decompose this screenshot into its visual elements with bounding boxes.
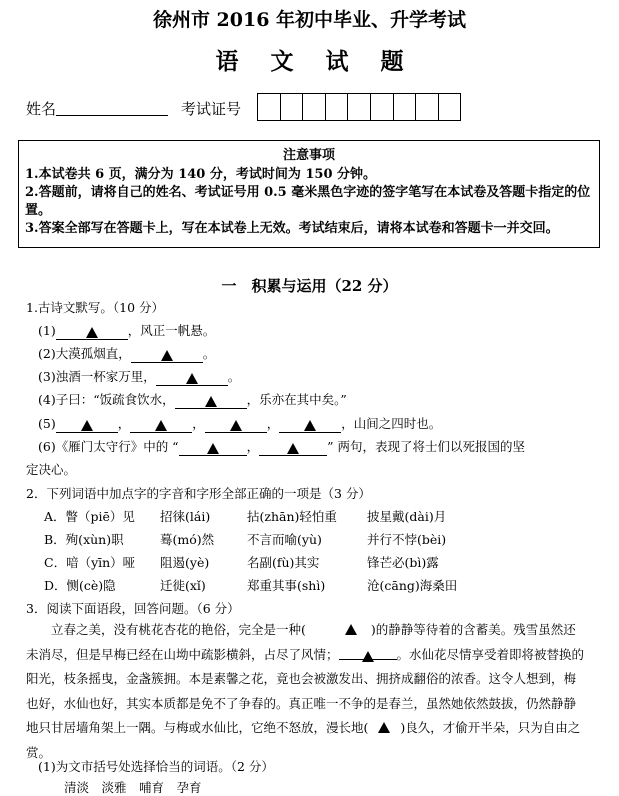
- triangle-icon: [287, 443, 299, 454]
- exam-id-label: 考试证号: [181, 100, 242, 118]
- q3-passage: [26, 618, 586, 765]
- paren-blank: [368, 716, 400, 741]
- answer-blank: [205, 418, 267, 433]
- answer-blank: [339, 645, 397, 660]
- exam-id-box: [302, 93, 326, 121]
- notice-item: 2.答题前，请将自己的姓名、考试证号用 0.5 毫米黑色字迹的签字笔写在本试卷及答题卡指定的位置。: [25, 185, 591, 218]
- q1-line-6: [38, 437, 525, 456]
- exam-id-box: [257, 93, 281, 121]
- q2-option-b-1: B．殉(xùn)职: [44, 532, 124, 547]
- q1-line-1: [38, 321, 215, 340]
- answer-blank: [259, 441, 327, 456]
- q2-option-a-2: 招徕(lái): [160, 509, 211, 524]
- q2-option-d-1: D．恻(cè)隐: [44, 578, 116, 593]
- triangle-icon: [186, 373, 198, 384]
- exam-id-box: [393, 93, 417, 121]
- q2-option-c-1: C．喑（yīn）哑: [44, 555, 136, 570]
- triangle-icon: [304, 420, 316, 431]
- triangle-icon: [345, 624, 357, 635]
- text: 。: [227, 369, 241, 384]
- text: ，: [192, 416, 205, 431]
- triangle-icon: [205, 396, 217, 407]
- text: )良久，才偷开半朵，只为自由之赏。: [26, 720, 581, 760]
- q2-stem: 2．下列词语中加点字的字音和字形全部正确的一项是（3 分）: [26, 486, 371, 501]
- q1-line-4: [38, 390, 347, 409]
- text: (2)大漠孤烟直，: [38, 346, 131, 361]
- q2-option-b-2: 蓦(mó)然: [160, 532, 215, 547]
- q2-option-a-1: A．瞥（piē）见: [44, 509, 135, 524]
- name-blank: [56, 101, 168, 116]
- exam-id-boxes: [258, 93, 461, 121]
- answer-blank: [131, 348, 203, 363]
- text: ” 两句，表现了将士们以死报国的坚: [327, 439, 525, 454]
- notice-box: [18, 140, 600, 248]
- exam-id-box: [438, 93, 462, 121]
- q2-option-b-3: 不言而喻(yù): [247, 532, 322, 547]
- exam-id-box: [280, 93, 304, 121]
- triangle-icon: [207, 443, 219, 454]
- text: ，: [117, 416, 131, 431]
- exam-id-box: [325, 93, 349, 121]
- q1-line-6-cont: 定决心。: [26, 462, 77, 477]
- q3-word-choices: 清淡 淡雅 哺育 孕育: [64, 780, 202, 795]
- q1-line-3: [38, 367, 240, 386]
- q2-option-c-2: 阻遏(yè): [160, 555, 210, 570]
- triangle-icon: [362, 651, 374, 662]
- answer-blank: [156, 371, 228, 386]
- text: ，: [246, 439, 260, 454]
- q3-stem: 3．阅读下面语段，回答问题。（6 分）: [26, 601, 240, 616]
- exam-id-box: [415, 93, 439, 121]
- triangle-icon: [230, 420, 242, 431]
- text: 。水仙花尽情享受着即将被替换的阳光，枝条摇曳，金盏簇拥。本是素馨之花，竟也会被激发出、拥挤成翻俗的浓香。这令人想到，梅也好，水仙也好，其实本质都是免不了争春的。真正唯一不争的是春兰，虽然她依然鼓拔，仍然静静地只甘居墙角架上一隅。与梅或水仙比，它绝不怒放，漫长地(: [26, 646, 585, 735]
- answer-blank: [56, 325, 128, 340]
- text: (1): [38, 323, 56, 338]
- section-title: 一 积累与运用（22 分）: [221, 277, 398, 295]
- triangle-icon: [155, 420, 167, 431]
- q2-option-a-4: 披星戴(dài)月: [367, 509, 447, 524]
- q2-option-a-3: 拈(zhān)轻怕重: [247, 509, 337, 524]
- q2-option-d-4: 沧(cāng)海桑田: [367, 578, 458, 593]
- name-label: 姓名: [26, 100, 57, 118]
- text: 立春之美，没有桃花杏花的艳俗，完全是一种(: [51, 622, 306, 637]
- triangle-icon: [378, 722, 390, 733]
- notice-title: 注意事项: [282, 148, 335, 163]
- text: (3)浊酒一杯家万里，: [38, 369, 156, 384]
- exam-title: 徐州市 2016 年初中毕业、升学考试: [152, 9, 467, 31]
- text: ，: [266, 416, 280, 431]
- text: (6)《雁门太守行》中的 “: [38, 439, 179, 454]
- triangle-icon: [86, 327, 98, 338]
- text: (4)子曰：“饭疏食饮水，: [38, 392, 175, 407]
- triangle-icon: [161, 350, 173, 361]
- q2-option-b-4: 并行不悖(bèi): [367, 532, 447, 547]
- q1-stem: 1.古诗文默写。（10 分）: [26, 300, 165, 315]
- answer-blank: [175, 394, 247, 409]
- text: 。: [202, 346, 216, 361]
- answer-blank: [56, 418, 118, 433]
- q1-line-2: [38, 344, 215, 363]
- triangle-icon: [81, 420, 93, 431]
- q1-line-5: [38, 414, 441, 433]
- exam-id-box: [370, 93, 394, 121]
- subject-title: 语文试题: [215, 48, 436, 75]
- q3-subquestion: (1)为文市括号处选择恰当的词语。（2 分）: [38, 759, 274, 774]
- notice-item: 1.本试卷共 6 页，满分为 140 分，考试时间为 150 分钟。: [25, 167, 377, 182]
- text: ，乐亦在其中矣。”: [246, 392, 347, 407]
- q2-option-c-4: 锋芒必(bì)露: [367, 555, 439, 570]
- q2-option-d-3: 郑重其事(shì): [247, 578, 326, 593]
- answer-blank: [279, 418, 341, 433]
- name-field: [26, 98, 168, 119]
- answer-blank: [179, 441, 247, 456]
- exam-id-box: [347, 93, 371, 121]
- paren-blank: [306, 618, 371, 643]
- notice-item: 3.答案全部写在答题卡上，写在本试卷上无效。考试结束后，请将本试卷和答题卡一并交回。: [25, 221, 559, 236]
- answer-blank: [130, 418, 192, 433]
- text: (5): [38, 416, 56, 431]
- text: ，山间之四时也。: [341, 416, 442, 431]
- text: ，风正一帆悬。: [127, 323, 216, 338]
- q2-option-c-3: 名副(fù)其实: [247, 555, 320, 570]
- text: )的静静等待着的含蓄美。残雪虽然还未消尽，但是早梅已经在山坳中疏影横斜，占尽了风情；: [26, 622, 576, 662]
- q2-option-d-2: 迁徙(xǐ): [160, 578, 206, 593]
